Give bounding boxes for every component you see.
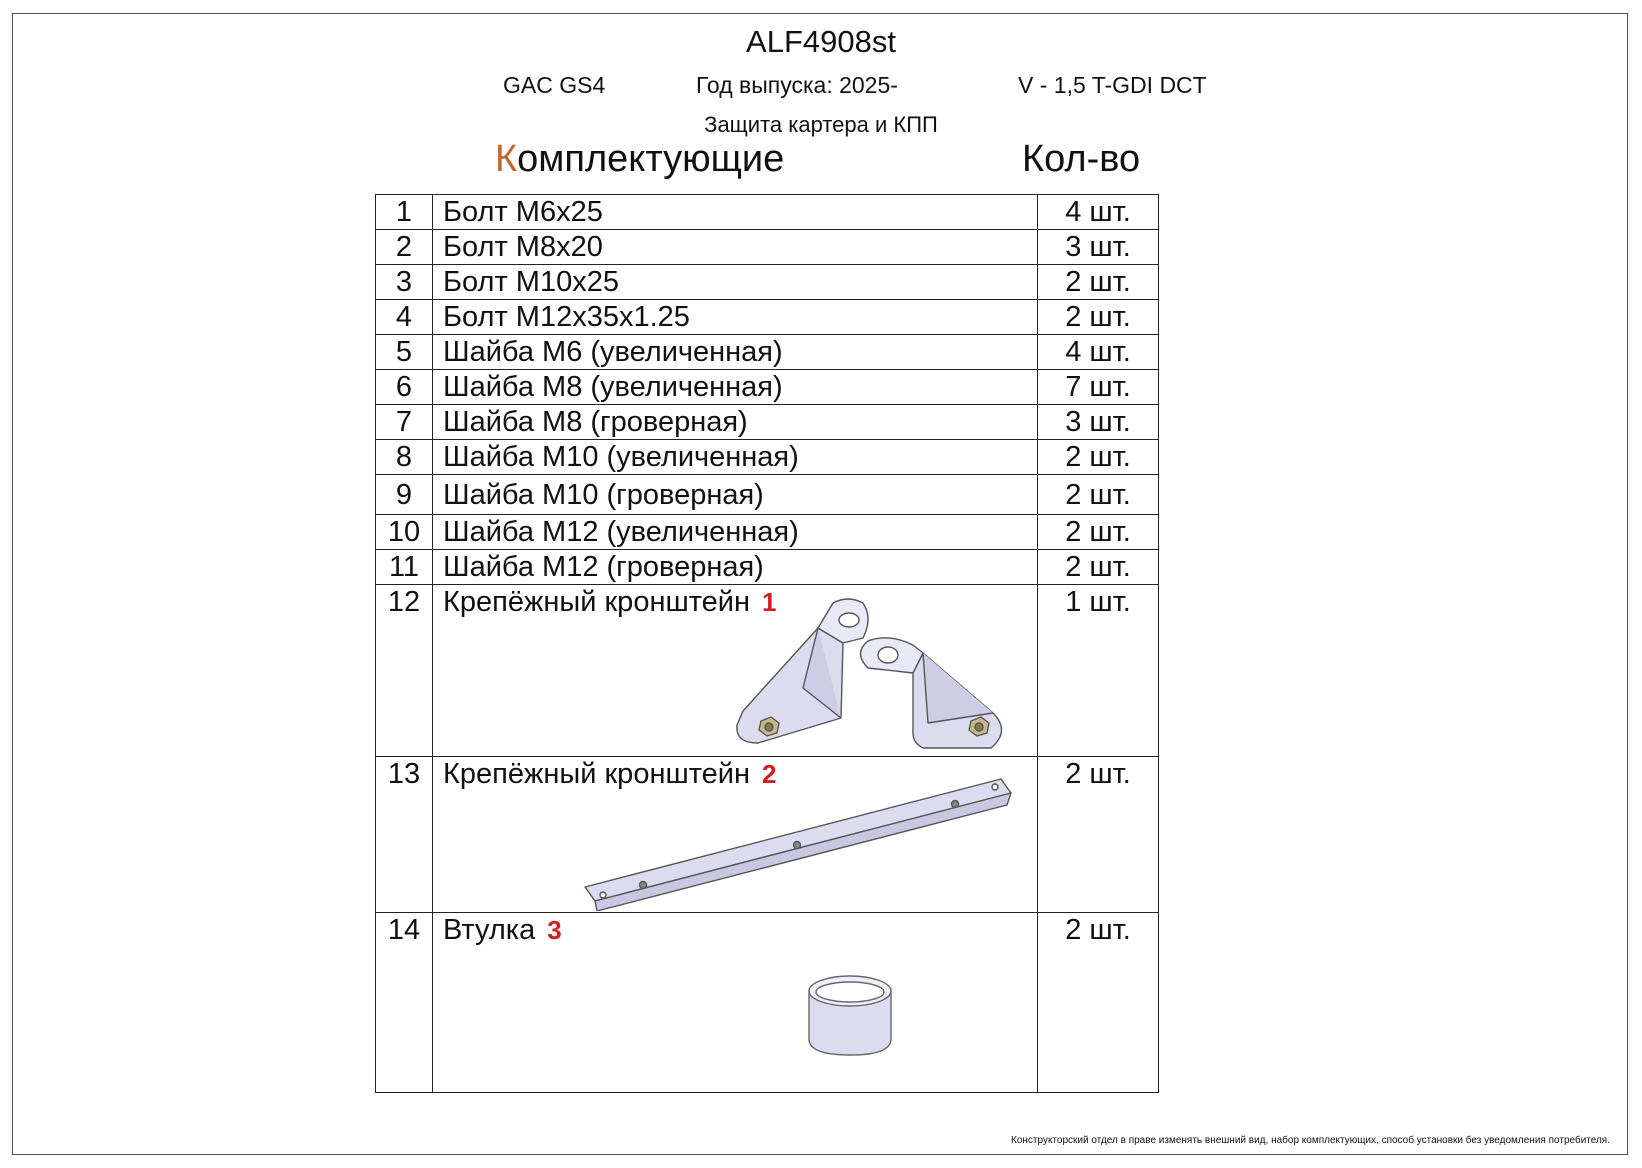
- part-ref-number: 2: [762, 759, 777, 789]
- part-quantity: 2 шт.: [1038, 265, 1159, 300]
- row-number: 1: [376, 195, 433, 230]
- row-number: 3: [376, 265, 433, 300]
- part-name: Шайба М8 (гроверная): [433, 405, 1038, 440]
- part-name: Шайба М12 (гроверная): [433, 550, 1038, 585]
- part-name: Шайба М10 (увеличенная): [433, 440, 1038, 475]
- row-number: 13: [376, 757, 433, 913]
- part-name: Шайба М10 (гроверная): [433, 475, 1038, 515]
- table-row: [376, 265, 1159, 300]
- part-name: Втулка: [443, 914, 536, 946]
- table-row: [376, 585, 1159, 757]
- part-name: Крепёжный кронштейн: [443, 586, 751, 618]
- row-number: 11: [376, 550, 433, 585]
- table-row: [376, 440, 1159, 475]
- table-row: [376, 195, 1159, 230]
- row-number: 10: [376, 515, 433, 550]
- part-quantity: 7 шт.: [1038, 370, 1159, 405]
- part-name: Шайба М6 (увеличенная): [433, 335, 1038, 370]
- row-number: 6: [376, 370, 433, 405]
- part-name: Болт М6х25: [433, 195, 1038, 230]
- row-number: 4: [376, 300, 433, 335]
- document-subtitle: Защита картера и КПП: [704, 112, 938, 137]
- row-number: 9: [376, 475, 433, 515]
- part-ref-number: 3: [547, 915, 562, 945]
- engine-spec: V - 1,5 T-GDI DCT: [1018, 72, 1207, 98]
- table-row: [376, 475, 1159, 515]
- part-name: Шайба М8 (увеличенная): [433, 370, 1038, 405]
- table-row: [376, 335, 1159, 370]
- row-number: 5: [376, 335, 433, 370]
- table-row: [376, 757, 1159, 913]
- table-row: [376, 405, 1159, 440]
- part-quantity: 2 шт.: [1038, 300, 1159, 335]
- table-row: [376, 370, 1159, 405]
- part-cell-bracket-1: [433, 585, 1038, 757]
- table-row: [376, 550, 1159, 585]
- part-cell-bracket-2: [433, 757, 1038, 913]
- part-quantity: 2 шт.: [1038, 440, 1159, 475]
- table-row: [376, 913, 1159, 1093]
- part-quantity: 3 шт.: [1038, 405, 1159, 440]
- table-row: [376, 300, 1159, 335]
- bushing-illustration: [803, 971, 903, 1061]
- part-quantity: 2 шт.: [1038, 475, 1159, 515]
- part-name: Крепёжный кронштейн: [443, 758, 751, 790]
- bracket-2-illustration: [583, 777, 1013, 911]
- part-cell-bushing: [433, 913, 1038, 1093]
- disclaimer-footnote: Конструкторский отдел в праве изменять внешний вид, набор комплектующих, способ установки без уведомления потребителя.: [1011, 1135, 1610, 1146]
- row-number: 7: [376, 405, 433, 440]
- part-quantity: 2 шт.: [1038, 550, 1159, 585]
- row-number: 14: [376, 913, 433, 1093]
- quantity-column-heading: Кол-во: [1022, 138, 1141, 180]
- part-quantity: 3 шт.: [1038, 230, 1159, 265]
- part-name: Болт М8х20: [433, 230, 1038, 265]
- parts-heading-initial: К: [495, 138, 518, 180]
- part-name: Шайба М12 (увеличенная): [433, 515, 1038, 550]
- parts-table: [375, 194, 1159, 1093]
- parts-column-heading: [495, 138, 784, 181]
- part-quantity: 2 шт.: [1038, 757, 1159, 913]
- part-quantity: 1 шт.: [1038, 585, 1159, 757]
- row-number: 8: [376, 440, 433, 475]
- part-name: Болт М10х25: [433, 265, 1038, 300]
- part-quantity: 2 шт.: [1038, 515, 1159, 550]
- car-model: GAC GS4: [503, 72, 606, 98]
- table-row: [376, 515, 1159, 550]
- model-year: Год выпуска: 2025-: [696, 72, 898, 98]
- product-code: ALF4908st: [746, 24, 896, 59]
- row-number: 12: [376, 585, 433, 757]
- part-quantity: 4 шт.: [1038, 335, 1159, 370]
- part-name: Болт М12х35х1.25: [433, 300, 1038, 335]
- row-number: 2: [376, 230, 433, 265]
- part-quantity: 2 шт.: [1038, 913, 1159, 1093]
- table-row: [376, 230, 1159, 265]
- parts-heading-rest: омплектующие: [517, 138, 785, 180]
- bracket-1-illustration: [723, 593, 1023, 753]
- part-ref-number: 1: [762, 587, 777, 617]
- part-quantity: 4 шт.: [1038, 195, 1159, 230]
